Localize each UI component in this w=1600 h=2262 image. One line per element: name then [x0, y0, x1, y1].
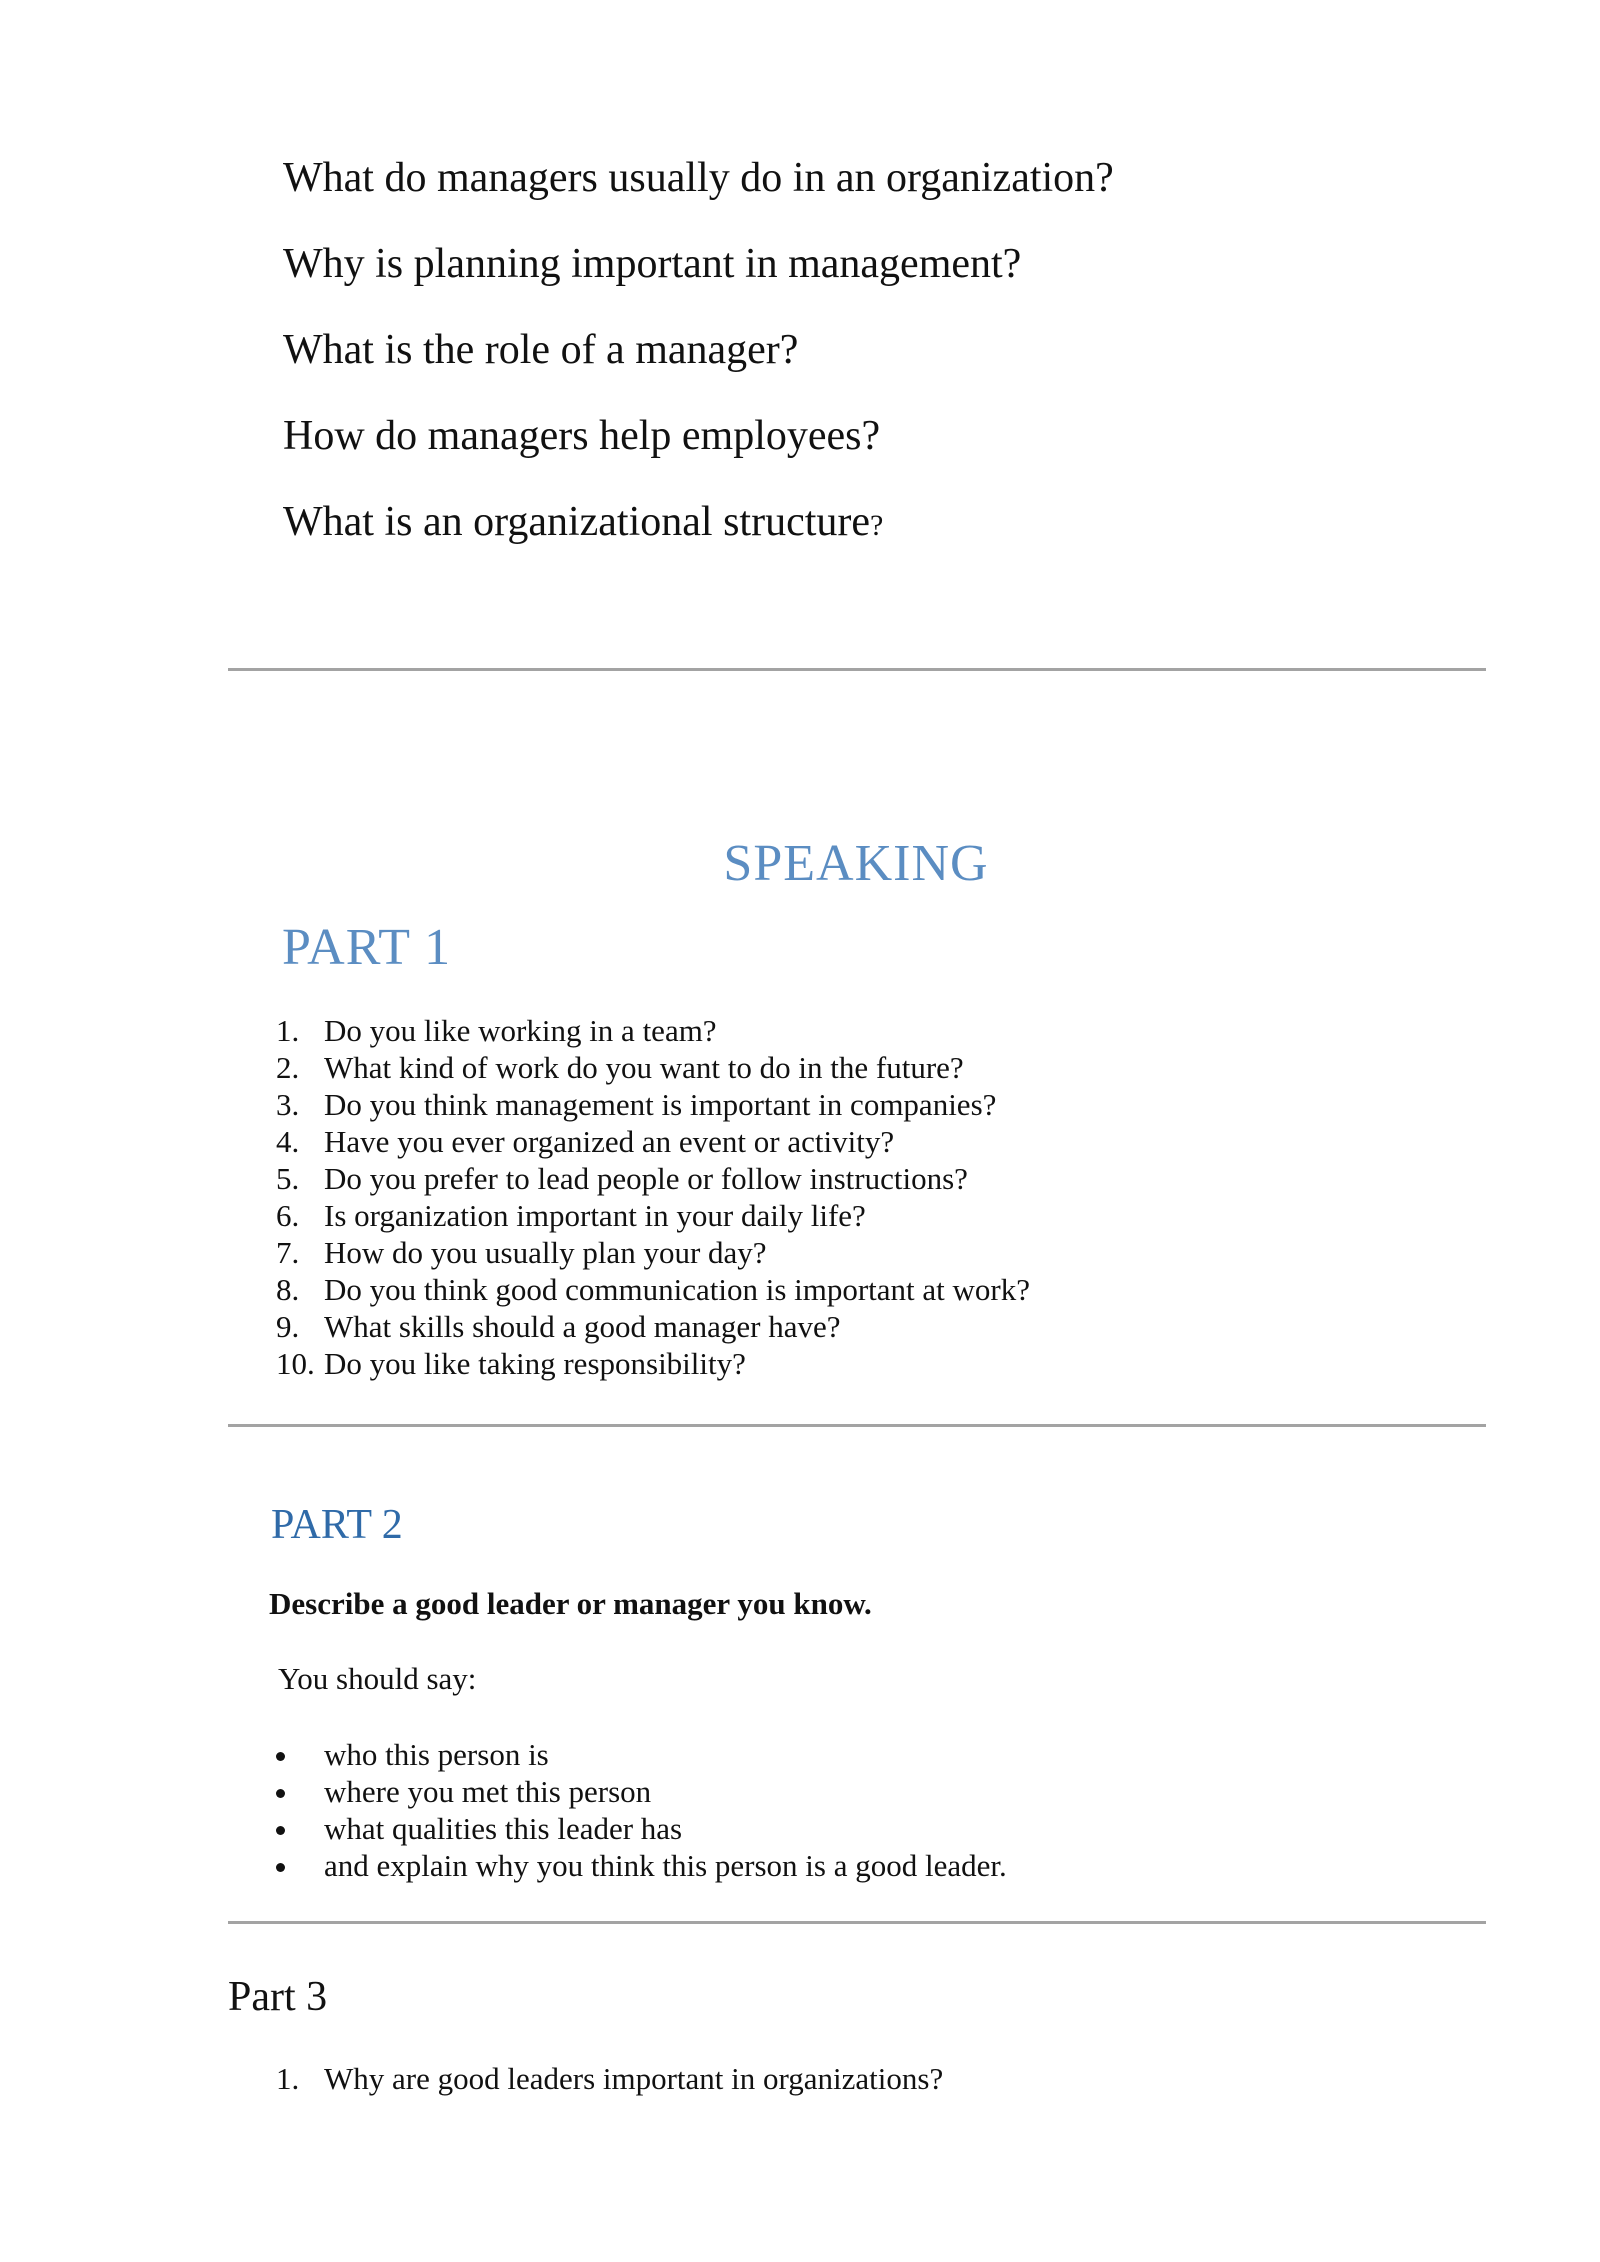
intro-question-5-mark: ?	[870, 509, 884, 542]
list-text: Do you prefer to lead people or follow instructions?	[324, 1161, 968, 1196]
part2-task: Describe a good leader or manager you know.	[269, 1586, 872, 1621]
list-number: 5.	[276, 1161, 300, 1196]
list-number: 2.	[276, 1050, 300, 1085]
list-number: 7.	[276, 1235, 300, 1270]
list-text: What kind of work do you want to do in the future?	[324, 1050, 964, 1085]
bullet-text: where you met this person	[324, 1774, 652, 1809]
intro-question-2: Why is planning important in management?	[283, 241, 1022, 287]
list-text: Do you like working in a team?	[324, 1013, 717, 1048]
list-number: 1.	[276, 1013, 300, 1048]
part3-heading: Part 3	[228, 1974, 328, 2020]
part2-prompt: You should say:	[278, 1661, 477, 1696]
list-text: What skills should a good manager have?	[324, 1309, 841, 1344]
bullet-text: what qualities this leader has	[324, 1811, 683, 1846]
bullet-icon	[276, 1789, 285, 1798]
section-divider	[228, 668, 1486, 671]
list-text: Have you ever organized an event or activity?	[324, 1124, 895, 1159]
intro-question-5-text: What is an organizational structure	[283, 499, 871, 545]
intro-question-5	[283, 498, 883, 550]
section-divider	[228, 1424, 1486, 1427]
intro-question-4: How do managers help employees?	[283, 413, 881, 459]
list-text: Why are good leaders important in organizations?	[324, 2061, 944, 2096]
list-text: Do you like taking responsibility?	[324, 1346, 746, 1381]
list-number: 9.	[276, 1309, 300, 1344]
intro-question-3: What is the role of a manager?	[283, 327, 799, 373]
list-text: How do you usually plan your day?	[324, 1235, 767, 1270]
list-text: Is organization important in your daily life?	[324, 1198, 866, 1233]
bullet-text: and explain why you think this person is a good leader.	[324, 1848, 1007, 1883]
list-number: 3.	[276, 1087, 300, 1122]
list-number: 1.	[276, 2061, 300, 2096]
list-number: 8.	[276, 1272, 300, 1307]
speaking-title: SPEAKING	[723, 835, 989, 892]
intro-question-1: What do managers usually do in an organization?	[283, 155, 1114, 201]
list-text: Do you think good communication is important at work?	[324, 1272, 1031, 1307]
section-divider	[228, 1921, 1486, 1924]
bullet-icon	[276, 1752, 285, 1761]
list-number: 10.	[276, 1346, 315, 1381]
part2-heading: PART 2	[271, 1502, 403, 1548]
list-number: 6.	[276, 1198, 300, 1233]
list-number: 4.	[276, 1124, 300, 1159]
bullet-icon	[276, 1863, 285, 1872]
list-text: Do you think management is important in companies?	[324, 1087, 997, 1122]
bullet-text: who this person is	[324, 1737, 549, 1772]
part1-heading: PART 1	[282, 919, 452, 976]
bullet-icon	[276, 1826, 285, 1835]
